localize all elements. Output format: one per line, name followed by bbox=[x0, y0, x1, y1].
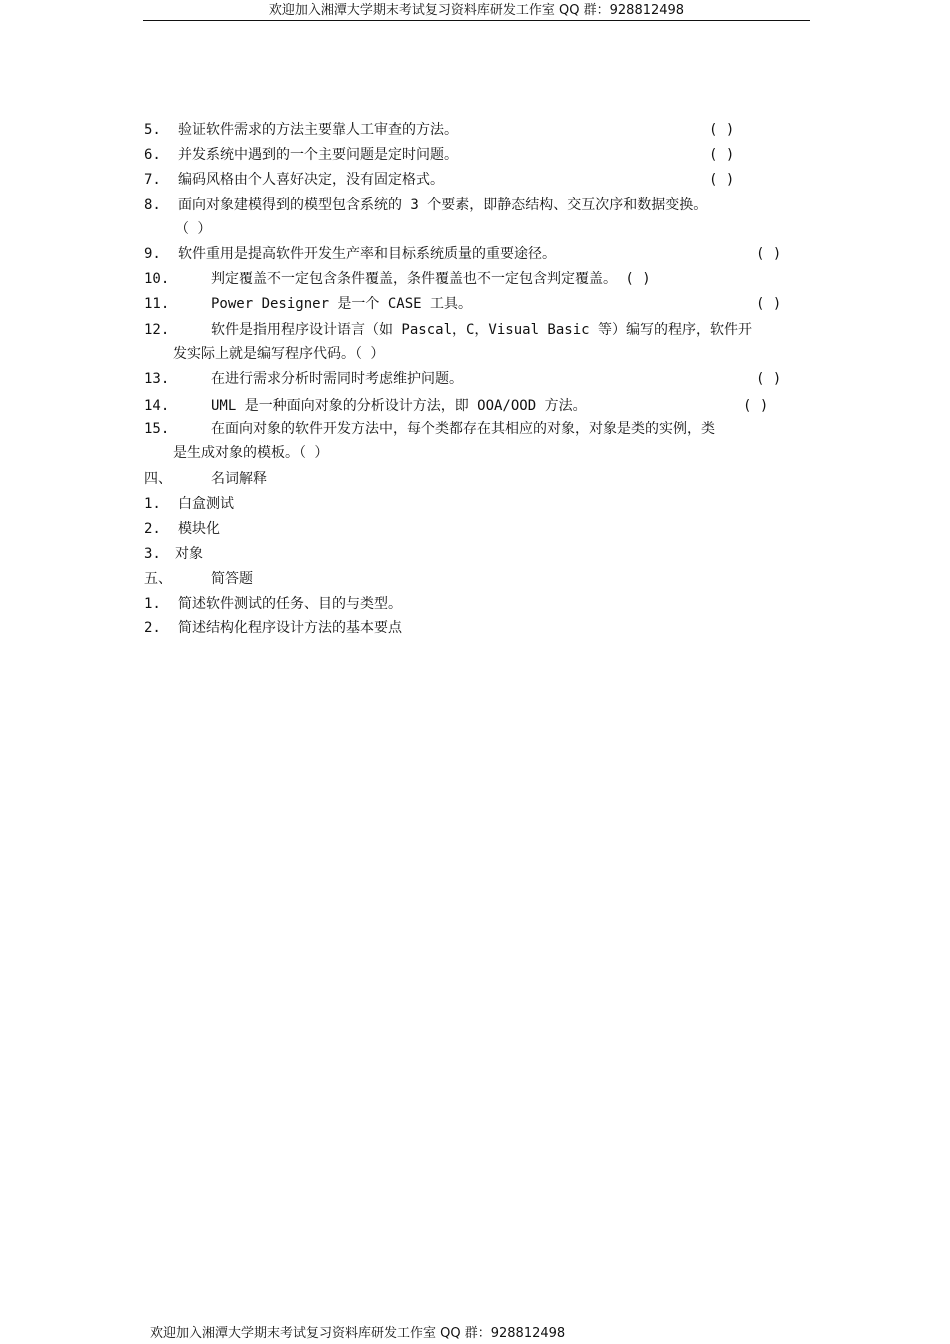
question-continuation: 发实际上就是编写程序代码。（ ） bbox=[173, 346, 385, 362]
question-8 bbox=[144, 195, 707, 215]
question-text: 在面向对象的软件开发方法中，每个类都存在其相应的对象，对象是类的实例，类 bbox=[211, 421, 715, 437]
question-text: 编码风格由个人喜好决定，没有固定格式。 bbox=[178, 172, 444, 188]
term-item-3 bbox=[144, 544, 203, 564]
item-number: 1. bbox=[144, 596, 161, 612]
item-text: 简述结构化程序设计方法的基本要点 bbox=[178, 620, 402, 636]
question-number: 12. bbox=[144, 322, 170, 338]
question-continuation: 是生成对象的模板。（ ） bbox=[173, 445, 329, 461]
question-11 bbox=[144, 294, 472, 314]
question-text: Power Designer 是一个 CASE 工具。 bbox=[211, 296, 473, 312]
question-15 bbox=[144, 419, 715, 439]
section-number: 四、 bbox=[144, 471, 172, 487]
question-6 bbox=[144, 145, 458, 165]
question-number: 5. bbox=[144, 122, 161, 138]
question-text: 软件重用是提高软件开发生产率和目标系统质量的重要途径。 bbox=[178, 246, 556, 262]
item-text: 简述软件测试的任务、目的与类型。 bbox=[178, 596, 402, 612]
page-header: 欢迎加入湘潭大学期末考试复习资料库研发工作室 QQ 群：928812498 bbox=[143, 2, 810, 21]
section-number: 五、 bbox=[144, 571, 172, 587]
question-number: 13. bbox=[144, 371, 170, 387]
answer-blank: ( ) bbox=[709, 122, 735, 138]
item-number: 3. bbox=[144, 546, 161, 562]
question-number: 14. bbox=[144, 398, 170, 414]
question-10 bbox=[144, 269, 651, 289]
answer-blank: ( ) bbox=[756, 246, 782, 262]
term-item-2 bbox=[144, 519, 220, 539]
item-text: 对象 bbox=[175, 546, 203, 562]
question-continuation: （ ） bbox=[175, 221, 212, 237]
section-title: 简答题 bbox=[211, 571, 253, 587]
short-answer-item-2 bbox=[144, 618, 402, 638]
section-heading-5 bbox=[144, 569, 253, 589]
short-answer-item-1 bbox=[144, 594, 402, 614]
item-number: 2. bbox=[144, 521, 161, 537]
question-13 bbox=[144, 369, 463, 389]
question-text: 在进行需求分析时需同时考虑维护问题。 bbox=[211, 371, 463, 387]
item-number: 2. bbox=[144, 620, 161, 636]
question-text: UML 是一种面向对象的分析设计方法，即 OOA/OOD 方法。 bbox=[211, 398, 587, 414]
answer-blank: ( ) bbox=[756, 296, 782, 312]
question-number: 11. bbox=[144, 296, 170, 312]
section-heading-4 bbox=[144, 469, 267, 489]
question-number: 9. bbox=[144, 246, 161, 262]
item-text: 白盒测试 bbox=[178, 496, 234, 512]
question-5 bbox=[144, 120, 458, 140]
answer-blank: ( ) bbox=[743, 398, 769, 414]
question-number: 8. bbox=[144, 197, 161, 213]
question-text: 判定覆盖不一定包含条件覆盖，条件覆盖也不一定包含判定覆盖。 ( ) bbox=[211, 271, 651, 287]
answer-blank: ( ) bbox=[756, 371, 782, 387]
question-number: 7. bbox=[144, 172, 161, 188]
question-14 bbox=[144, 396, 587, 416]
question-number: 6. bbox=[144, 147, 161, 163]
section-title: 名词解释 bbox=[211, 471, 267, 487]
question-text: 验证软件需求的方法主要靠人工审查的方法。 bbox=[178, 122, 458, 138]
answer-blank: ( ) bbox=[709, 147, 735, 163]
question-7 bbox=[144, 170, 444, 190]
question-text: 软件是指用程序设计语言（如 Pascal，C，Visual Basic 等）编写的程序，软件开 bbox=[211, 322, 753, 338]
question-12 bbox=[144, 320, 752, 340]
question-text: 并发系统中遇到的一个主要问题是定时问题。 bbox=[178, 147, 458, 163]
question-number: 15. bbox=[144, 421, 170, 437]
answer-blank: ( ) bbox=[709, 172, 735, 188]
item-text: 模块化 bbox=[178, 521, 220, 537]
term-item-1 bbox=[144, 494, 234, 514]
page-footer: 欢迎加入湘潭大学期末考试复习资料库研发工作室 QQ 群：928812498 bbox=[150, 1326, 566, 1341]
item-number: 1. bbox=[144, 496, 161, 512]
question-text: 面向对象建模得到的模型包含系统的 3 个要素，即静态结构、交互次序和数据变换。 bbox=[178, 197, 708, 213]
question-9 bbox=[144, 244, 556, 264]
question-number: 10. bbox=[144, 271, 170, 287]
